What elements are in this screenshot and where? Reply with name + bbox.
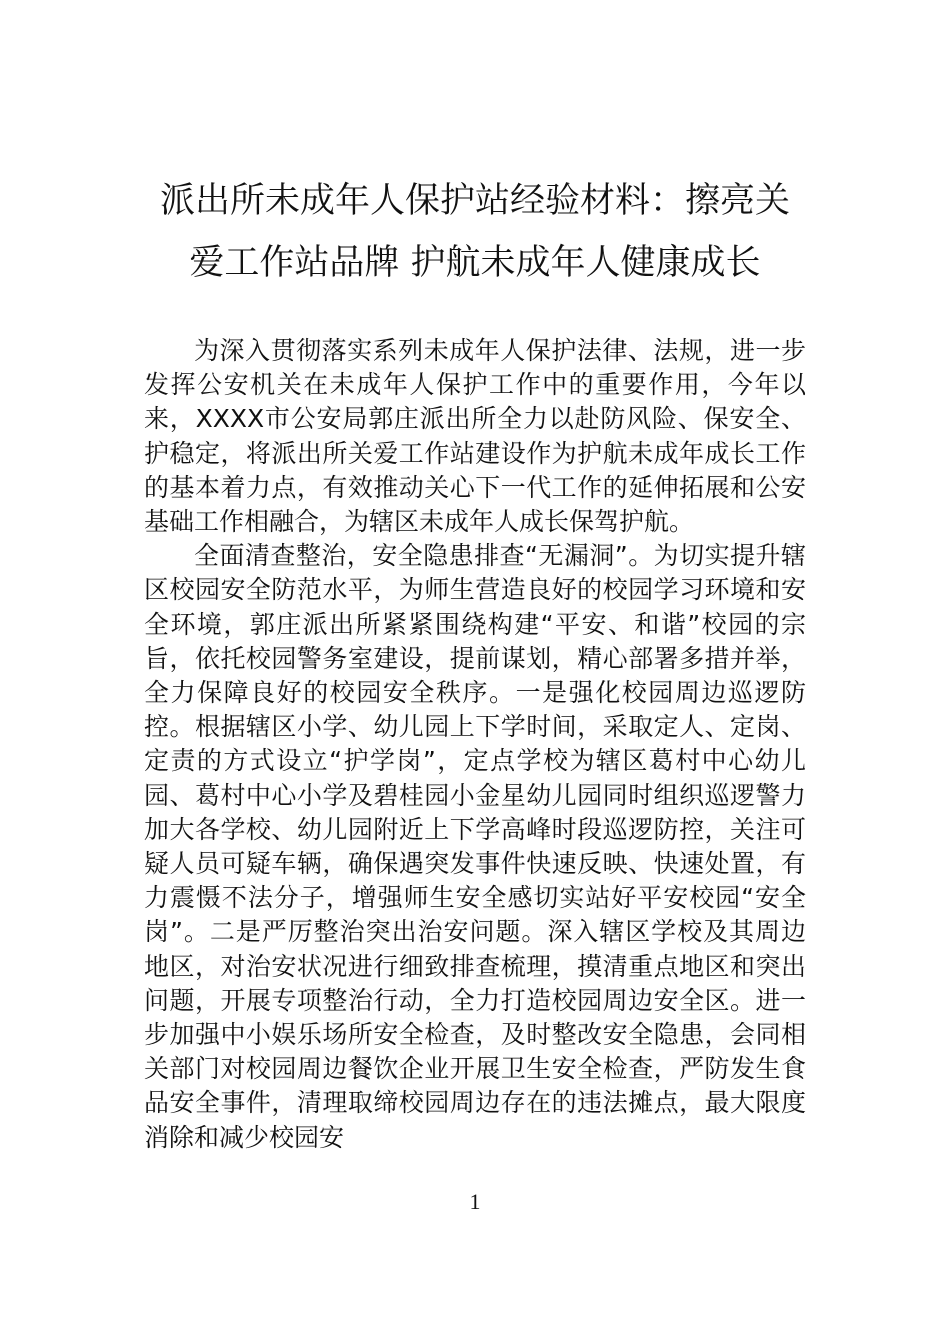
title-line-2: 爱工作站品牌 护航未成年人健康成长 — [189, 243, 761, 283]
title-line-1: 派出所未成年人保护站经验材料：擦亮关 — [159, 181, 790, 221]
document-title — [120, 170, 830, 294]
body-paragraph-1: 为深入贯彻落实系列未成年人保护法律、法规，进一步发挥公安机关在未成年人保护工作中的重要作用，今年以来，XXXX市公安局郭庄派出所全力以赴防风险、保安全、护稳定，将派出所关爱工作站建设作为护航未成年成长工作的基本着力点，有效推动关心下一代工作的延伸拓展和公安基础工作相融合，为辖区未成年人成长保驾护航。 — [144, 336, 806, 537]
document-body — [144, 334, 806, 1155]
page-number: 1 — [469, 1189, 481, 1214]
body-paragraph-2: 全面清查整治，安全隐患排查“无漏洞”。为切实提升辖区校园安全防范水平，为师生营造良好的校园学习环境和安全环境，郭庄派出所紧紧围绕构建“平安、和谐”校园的宗旨，依托校园警务室建设，提前谋划，精心部署多措并举，全力保障良好的校园安全秩序。一是强化校园周边巡逻防控。根据辖区小学、幼儿园上下学时间，采取定人、定岗、定责的方式设立“护学岗”，定点学校为辖区葛村中心幼儿园、葛村中心小学及碧桂园小金星幼儿园同时组织巡逻警力加大各学校、幼儿园附近上下学高峰时段巡逻防控，关注可疑人员可疑车辆，确保遇突发事件快速反映、快速处置，有力震慑不法分子，增强师生安全感切实站好平安校园“安全岗”。二是严厉整治突出治安问题。深入辖区学校及其周边地区，对治安状况进行细致排查梳理，摸清重点地区和突出问题，开展专项整治行动，全力打造校园周边安全区。进一步加强中小娱乐场所安全检查，及时整改安全隐患，会同相关部门对校园周边餐饮企业开展卫生安全检查，严防发生食品安全事件，清理取缔校园周边存在的违法摊点，最大限度消除和减少校园安 — [144, 541, 806, 1152]
